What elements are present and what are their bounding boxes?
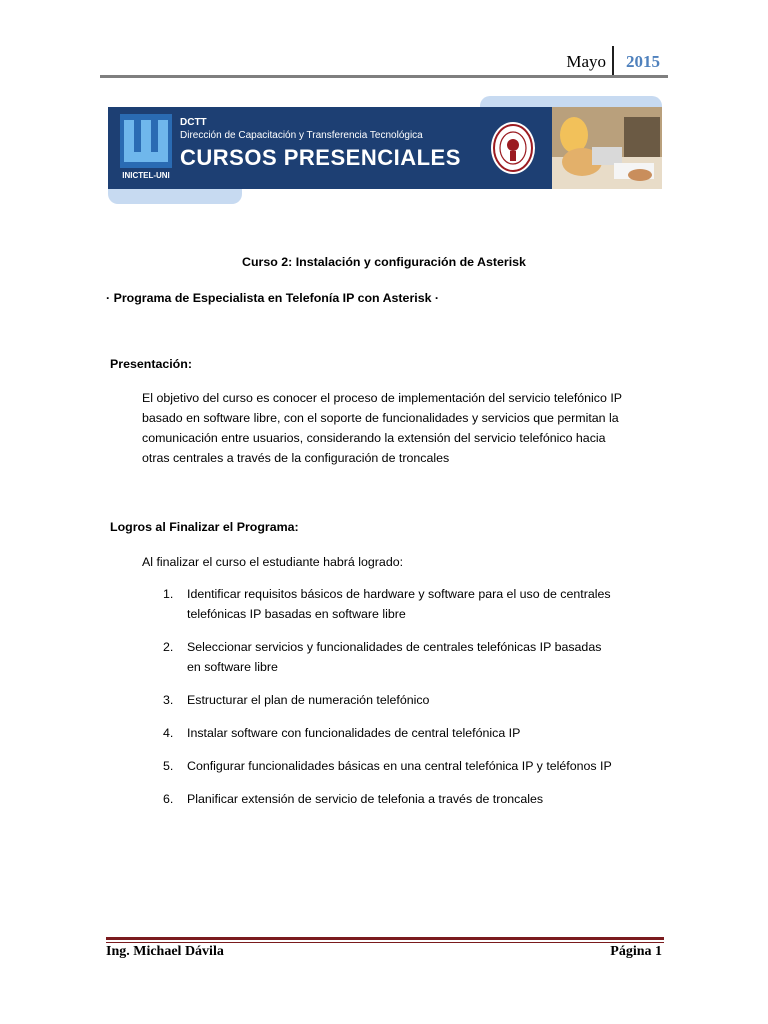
header-rule bbox=[100, 75, 668, 78]
goal-text: Estructurar el plan de numeración telefónico bbox=[187, 693, 430, 707]
inictel-logo bbox=[120, 114, 172, 182]
goals-heading: Logros al Finalizar el Programa: bbox=[110, 520, 299, 534]
footer-rule-thin bbox=[106, 942, 664, 943]
university-seal-icon bbox=[490, 121, 536, 175]
goals-intro: Al finalizar el curso el estudiante habrá logrado: bbox=[142, 555, 404, 569]
banner-title: CURSOS PRESENCIALES bbox=[180, 145, 461, 170]
goal-item bbox=[142, 789, 612, 809]
goal-number: 2. bbox=[163, 640, 174, 654]
course-banner bbox=[108, 96, 662, 206]
program-subtitle: · Programa de Especialista en Telefonía IP con Asterisk · bbox=[106, 291, 440, 305]
page-header bbox=[100, 44, 668, 78]
goals-list bbox=[142, 584, 612, 822]
classroom-photo bbox=[552, 107, 662, 189]
goal-number: 3. bbox=[163, 693, 174, 707]
goal-text: Configurar funcionalidades básicas en una central telefónica IP y teléfonos IP bbox=[187, 759, 612, 773]
goal-text: Instalar software con funcionalidades de central telefónica IP bbox=[187, 726, 521, 740]
goal-item bbox=[142, 637, 612, 677]
goal-text: Seleccionar servicios y funcionalidades de centrales telefónicas IP basadas en software libre bbox=[187, 640, 602, 674]
presentation-paragraph: El objetivo del curso es conocer el proceso de implementación del servicio telefónico IP basado en software libre, con el soporte de funcionalidades y servicios que permitan la comunicación entre usuarios, considerando la extensión del servicio telefónico hacia otras centrales a través de la configuración de troncales bbox=[142, 391, 622, 465]
goal-number: 6. bbox=[163, 792, 174, 806]
goal-item bbox=[142, 690, 612, 710]
banner-org-full: Dirección de Capacitación y Transferencia Tecnológica bbox=[180, 130, 423, 141]
header-month: Mayo bbox=[566, 52, 606, 71]
header-divider bbox=[612, 46, 614, 76]
banner-strip bbox=[108, 107, 662, 189]
course-title: Curso 2: Instalación y configuración de Asterisk bbox=[242, 255, 526, 269]
footer-page-number: Página 1 bbox=[610, 944, 662, 959]
header-year: 2015 bbox=[626, 52, 660, 71]
logo-label: INICTEL-UNI bbox=[122, 171, 170, 180]
goal-number: 1. bbox=[163, 587, 174, 601]
goal-number: 4. bbox=[163, 726, 174, 740]
footer-rule bbox=[106, 937, 664, 940]
banner-org-short: DCTT bbox=[180, 117, 207, 128]
goal-text: Identificar requisitos básicos de hardware y software para el uso de centrales telefónicas IP basadas en software libre bbox=[187, 587, 611, 621]
footer-author: Ing. Michael Dávila bbox=[106, 944, 224, 959]
goal-item bbox=[142, 756, 612, 776]
goal-item bbox=[142, 584, 612, 624]
goal-text: Planificar extensión de servicio de telefonia a través de troncales bbox=[187, 792, 544, 806]
goal-item bbox=[142, 723, 612, 743]
goal-number: 5. bbox=[163, 759, 174, 773]
presentation-heading: Presentación: bbox=[110, 357, 192, 371]
